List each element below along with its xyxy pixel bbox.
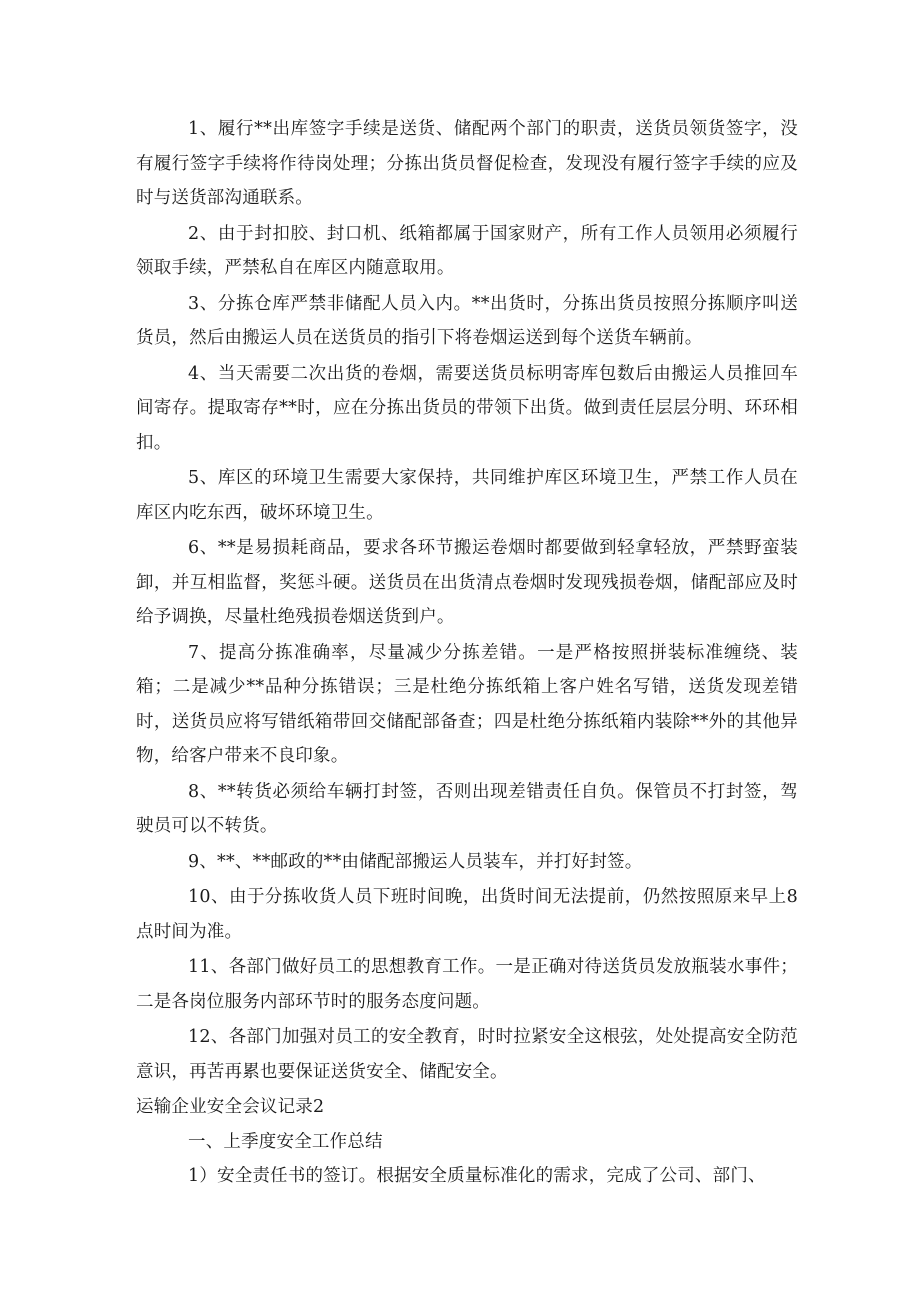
paragraph-10: 10、由于分拣收货人员下班时间晚，出货时间无法提前，仍然按照原来早上8点时间为准。: [136, 887, 798, 942]
paragraph-12: 12、各部门加强对员工的安全教育，时时拉紧安全这根弦，处处提高安全防范意识，再苦再累也要保证送货安全、储配安全。: [136, 1027, 798, 1082]
paragraph-3: 3、分拣仓库严禁非储配人员入内。**出货时，分拣出货员按照分拣顺序叫送货员，然后由搬运人员在送货员的指引下将卷烟运送到每个送货车辆前。: [136, 293, 798, 348]
paragraph-last: 1）安全责任书的签订。根据安全质量标准化的需求，完成了公司、部门、: [188, 1166, 766, 1186]
paragraph-6: 6、**是易损耗商品，要求各环节搬运卷烟时都要做到轻拿轻放，严禁野蛮装卸，并互相监督，奖惩斗硬。送货员在出货清点卷烟时发现残损卷烟，储配部应及时给予调换，尽量杜绝残损卷烟送货到户。: [136, 538, 798, 627]
document-body: [136, 112, 798, 1195]
paragraph-5: 5、库区的环境卫生需要大家保持，共同维护库区环境卫生，严禁工作人员在库区内吃东西，破坏环境卫生。: [136, 468, 798, 523]
paragraph-9: 9、**、**邮政的**由储配部搬运人员装车，并打好封签。: [188, 851, 643, 872]
paragraph-1: 1、履行**出库签字手续是送货、储配两个部门的职责，送货员领货签字，没有履行签字手续将作待岗处理；分拣出货员督促检查，发现没有履行签字手续的应及时与送货部沟通联系。: [136, 119, 798, 208]
section-heading: 一、上季度安全工作总结: [188, 1131, 383, 1152]
paragraph-7: 7、提高分拣准确率，尽量减少分拣差错。一是严格按照拼装标准缠绕、装箱；二是减少**品种分拣错误；三是杜绝分拣纸箱上客户姓名写错，送货发现差错时，送货员应将写错纸箱带回交储配部备查；四是杜绝分拣纸箱内装除**外的其他异物，给客户带来不良印象。: [136, 642, 798, 766]
paragraph-2: 2、由于封扣胶、封口机、纸箱都属于国家财产，所有工作人员领用必须履行领取手续，严禁私自在库区内随意取用。: [136, 223, 798, 278]
paragraph-11: 11、各部门做好员工的思想教育工作。一是正确对待送货员发放瓶装水事件；二是各岗位服务内部环节时的服务态度问题。: [136, 957, 798, 1012]
paragraph-8: 8、**转货必须给车辆打封签，否则出现差错责任自负。保管员不打封签，驾驶员可以不转货。: [136, 781, 798, 836]
paragraph-4: 4、当天需要二次出货的卷烟，需要送货员标明寄库包数后由搬运人员推回车间寄存。提取寄存**时，应在分拣出货员的带领下出货。做到责任层层分明、环环相扣。: [136, 363, 798, 453]
document-title: 运输企业安全会议记录2: [136, 1097, 325, 1117]
